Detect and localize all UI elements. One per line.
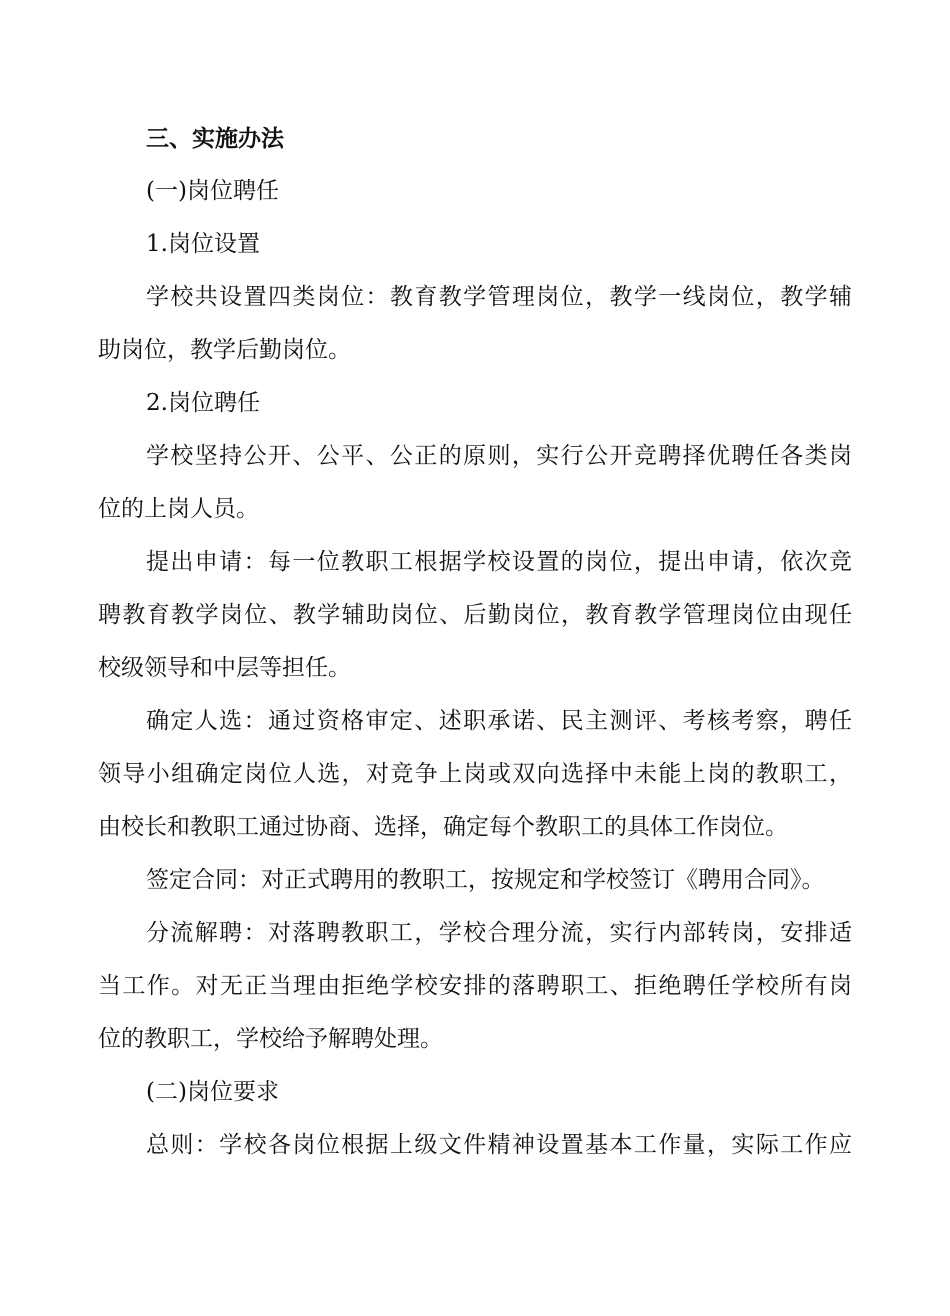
paragraph-line: 确定人选：通过资格审定、述职承诺、民主测评、考核考察，聘任 <box>146 708 852 734</box>
item-title-1: 1.岗位设置 <box>146 231 260 257</box>
section-title: 三、实施办法 <box>146 125 284 152</box>
subsection-title-1: (一)岗位聘任 <box>146 178 279 204</box>
paragraph-line: 学校共设置四类岗位：教育教学管理岗位，教学一线岗位，教学辅 <box>146 284 852 310</box>
paragraph-line: 助岗位，教学后勤岗位。 <box>98 337 351 363</box>
paragraph-line: 签定合同：对正式聘用的教职工，按规定和学校签订《聘用合同》。 <box>146 867 825 893</box>
paragraph-line: 校级领导和中层等担任。 <box>98 655 351 681</box>
paragraph-line: 领导小组确定岗位人选，对竞争上岗或双向选择中未能上岗的教职工， <box>98 761 852 787</box>
item-title-2: 2.岗位聘任 <box>146 390 260 416</box>
paragraph-line: 位的上岗人员。 <box>98 496 259 522</box>
paragraph-line: 分流解聘：对落聘教职工，学校合理分流，实行内部转岗，安排适 <box>146 920 852 946</box>
paragraph-line: 位的教职工，学校给予解聘处理。 <box>98 1026 443 1052</box>
document-body <box>98 112 852 1172</box>
paragraph-line: 当工作。对无正当理由拒绝学校安排的落聘职工、拒绝聘任学校所有岗 <box>98 973 852 999</box>
paragraph-line: 学校坚持公开、公平、公正的原则，实行公开竞聘择优聘任各类岗 <box>146 443 852 469</box>
subsection-title-2: (二)岗位要求 <box>146 1079 279 1105</box>
paragraph-line: 提出申请：每一位教职工根据学校设置的岗位，提出申请，依次竞 <box>146 549 852 575</box>
paragraph-line: 总则：学校各岗位根据上级文件精神设置基本工作量，实际工作应 <box>146 1132 852 1158</box>
paragraph-line: 由校长和教职工通过协商、选择，确定每个教职工的具体工作岗位。 <box>98 814 788 840</box>
paragraph-line: 聘教育教学岗位、教学辅助岗位、后勤岗位，教育教学管理岗位由现任 <box>98 602 852 628</box>
